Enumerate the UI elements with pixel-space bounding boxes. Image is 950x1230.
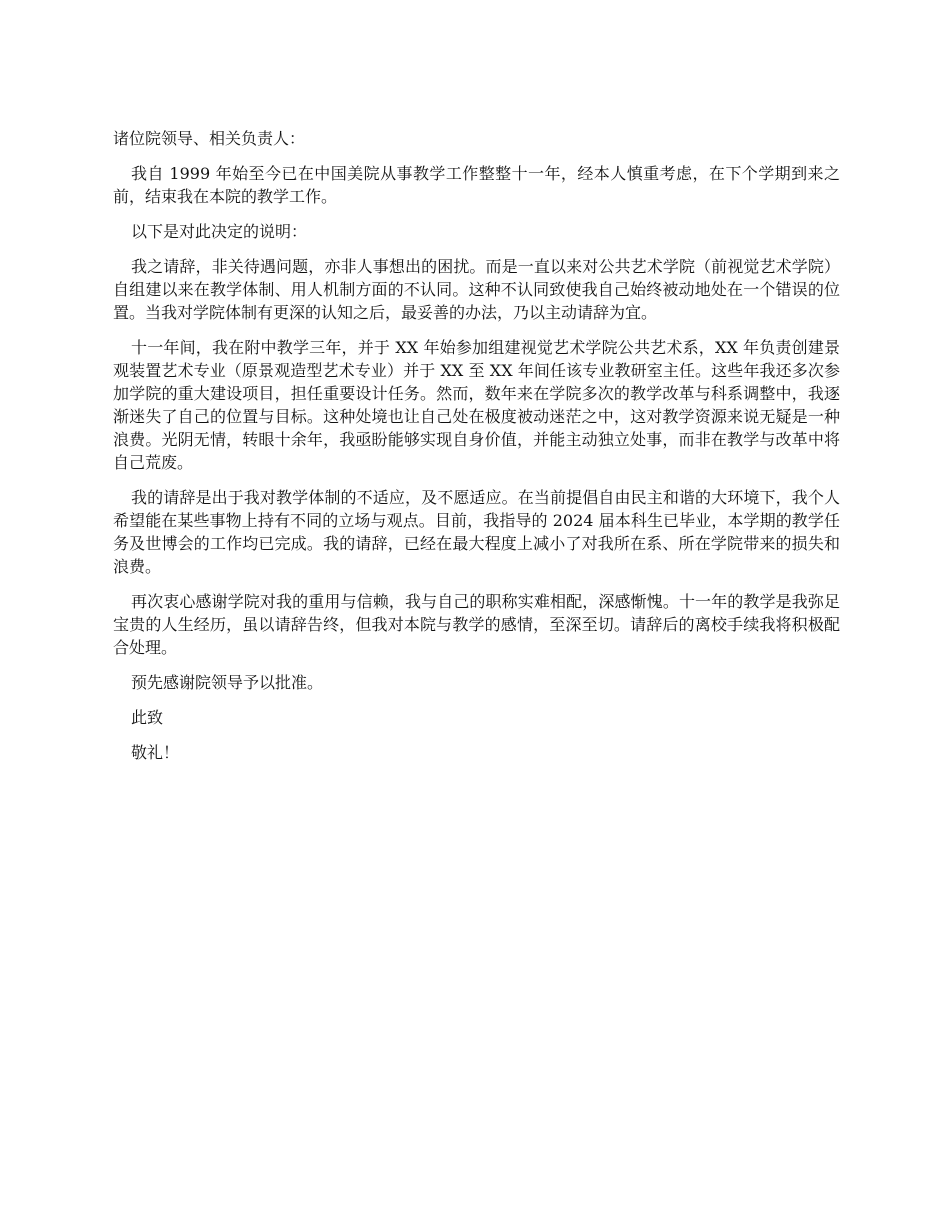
letter-salutation: 诸位院领导、相关负责人： [113, 129, 306, 148]
paragraph-intent: 我自 1999 年始至今已在中国美院从事教学工作整整十一年，经本人慎重考虑，在下个学期到来之前，结束我在本院的教学工作。 [113, 164, 840, 206]
paragraph-reason: 我之请辞，非关待遇问题，亦非人事想出的困扰。而是一直以来对公共艺术学院（前视觉艺术学院）自组建以来在教学体制、用人机制方面的不认同。这种不认同致使我自己始终被动地处在一个错误的位置。当我对学院体制有更深的认知之后，最妥善的办法，乃以主动请辞为宜。 [113, 257, 840, 322]
paragraph-explanation-intro: 以下是对此决定的说明： [131, 222, 308, 241]
paragraph-request-approval: 预先感谢院领导予以批准。 [131, 673, 324, 692]
paragraph-thanks: 再次衷心感谢学院对我的重用与信赖，我与自己的职称实难相配，深感惭愧。十一年的教学是我弥足宝贵的人生经历，虽以请辞告终，但我对本院与教学的感情，至深至切。请辞后的离校手续我将积极配合处理。 [113, 592, 840, 657]
closing-salute: 敬礼！ [131, 743, 180, 762]
letter-body [113, 127, 840, 776]
closing-phrase: 此致 [131, 708, 164, 727]
paragraph-current-status: 我的请辞是出于我对教学体制的不适应，及不愿适应。在当前提倡自由民主和谐的大环境下，我个人希望能在某些事物上持有不同的立场与观点。目前，我指导的 2024 届本科生已毕业，本学期的教学任务及世博会的工作均已完成。我的请辞，已经在最大程度上减小了对我所在系、所在学院带来的损失和浪费。 [113, 488, 840, 576]
paragraph-history: 十一年间，我在附中教学三年，并于 XX 年始参加组建视觉艺术学院公共艺术系，XX 年负责创建景观装置艺术专业（原景观造型艺术专业）并于 XX 至 XX 年间任该专业教研室主任。这些年我还多次参加学院的重大建设项目，担任重要设计任务。然而，数年来在学院多次的教学改革与科系调整中，我逐渐迷失了自己的位置与目标。这种处境也让自己处在极度被动迷茫之中，这对教学资源来说无疑是一种浪费。光阴无情，转眼十余年，我亟盼能够实现自身价值，并能主动独立处事，而非在教学与改革中将自己荒废。 [113, 338, 840, 472]
